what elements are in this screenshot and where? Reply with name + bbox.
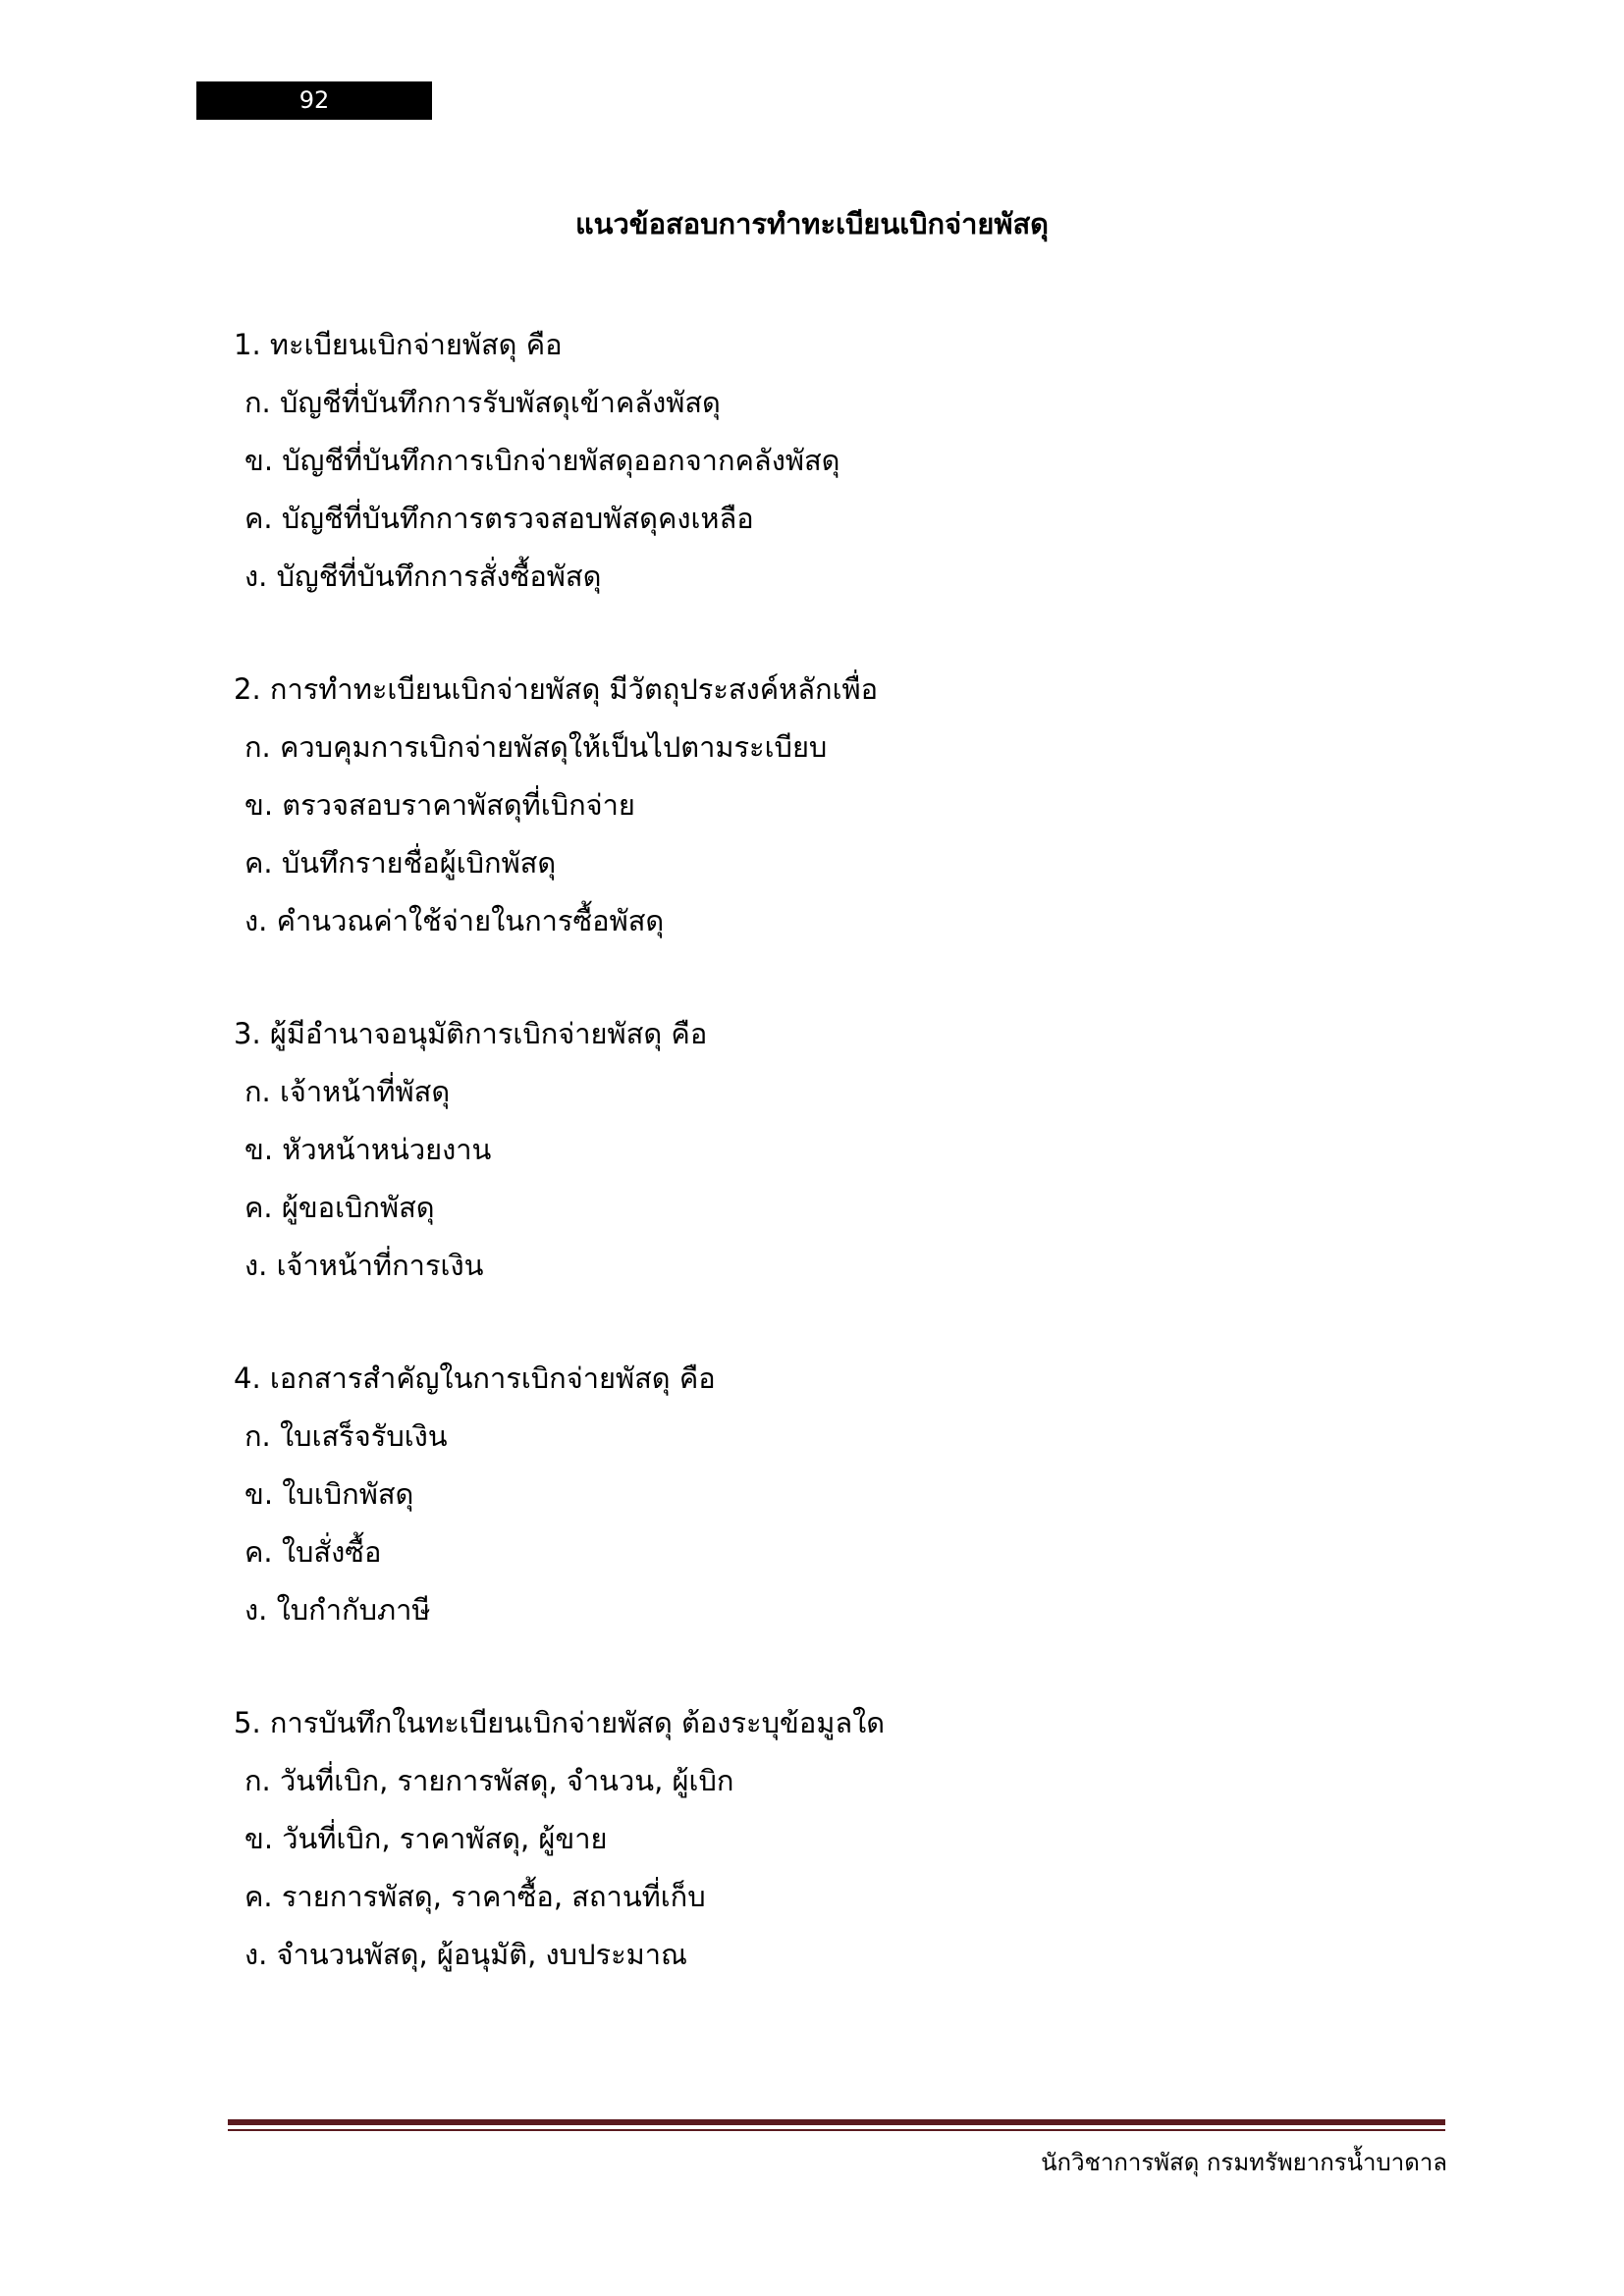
choice-a: ก. เจ้าหน้าที่พัสดุ <box>244 1075 451 1108</box>
choice-c: ค. ใบสั่งซื้อ <box>244 1535 382 1569</box>
choice-d: ง. เจ้าหน้าที่การเงิน <box>244 1249 484 1282</box>
question-5 <box>234 1694 1432 1984</box>
footer-divider <box>228 2119 1445 2125</box>
choice-a: ก. บัญชีที่บันทึกการรับพัสดุเข้าคลังพัสดุ <box>244 386 721 419</box>
choice-a: ก. ควบคุมการเบิกจ่ายพัสดุให้เป็นไปตามระเบียบ <box>244 730 828 764</box>
choice-c: ค. บัญชีที่บันทึกการตรวจสอบพัสดุคงเหลือ <box>244 502 754 535</box>
question-text: 1. ทะเบียนเบิกจ่ายพัสดุ คือ <box>234 328 563 361</box>
choice-d: ง. ใบกำกับภาษี <box>244 1593 431 1627</box>
choice-a: ก. วันที่เบิก, รายการพัสดุ, จำนวน, ผู้เบิก <box>244 1764 734 1797</box>
choice-c: ค. ผู้ขอเบิกพัสดุ <box>244 1191 435 1224</box>
choice-d: ง. คำนวณค่าใช้จ่ายในการซื้อพัสดุ <box>244 904 665 937</box>
choice-b: ข. วันที่เบิก, ราคาพัสดุ, ผู้ขาย <box>244 1822 608 1855</box>
question-4 <box>234 1350 1432 1639</box>
footer-text: นักวิชาการพัสดุ กรมทรัพยากรน้ำบาดาล <box>1041 2149 1447 2176</box>
choice-c: ค. บันทึกรายชื่อผู้เบิกพัสดุ <box>244 846 557 880</box>
question-2 <box>234 661 1432 950</box>
question-text: 2. การทำทะเบียนเบิกจ่ายพัสดุ มีวัตถุประสงค์หลักเพื่อ <box>234 672 879 706</box>
page-title: แนวข้อสอบการทำทะเบียนเบิกจ่ายพัสดุ <box>574 207 1049 240</box>
choice-b: ข. ใบเบิกพัสดุ <box>244 1477 414 1511</box>
question-text: 4. เอกสารสำคัญในการเบิกจ่ายพัสดุ คือ <box>234 1362 716 1395</box>
page-number: 92 <box>196 81 432 120</box>
choice-b: ข. บัญชีที่บันทึกการเบิกจ่ายพัสดุออกจากคลังพัสดุ <box>244 444 840 477</box>
choice-c: ค. รายการพัสดุ, ราคาซื้อ, สถานที่เก็บ <box>244 1880 706 1913</box>
question-list <box>234 316 1432 2039</box>
question-1 <box>234 316 1432 606</box>
choice-d: ง. บัญชีที่บันทึกการสั่งซื้อพัสดุ <box>244 560 602 593</box>
choice-b: ข. หัวหน้าหน่วยงาน <box>244 1133 492 1166</box>
choice-d: ง. จำนวนพัสดุ, ผู้อนุมัติ, งบประมาณ <box>244 1938 687 1971</box>
footer-divider-thin <box>228 2129 1445 2131</box>
question-3 <box>234 1005 1432 1295</box>
choice-b: ข. ตรวจสอบราคาพัสดุที่เบิกจ่าย <box>244 788 635 822</box>
question-text: 3. ผู้มีอำนาจอนุมัติการเบิกจ่ายพัสดุ คือ <box>234 1017 708 1050</box>
question-text: 5. การบันทึกในทะเบียนเบิกจ่ายพัสดุ ต้องระบุข้อมูลใด <box>234 1706 886 1739</box>
choice-a: ก. ใบเสร็จรับเงิน <box>244 1419 448 1453</box>
